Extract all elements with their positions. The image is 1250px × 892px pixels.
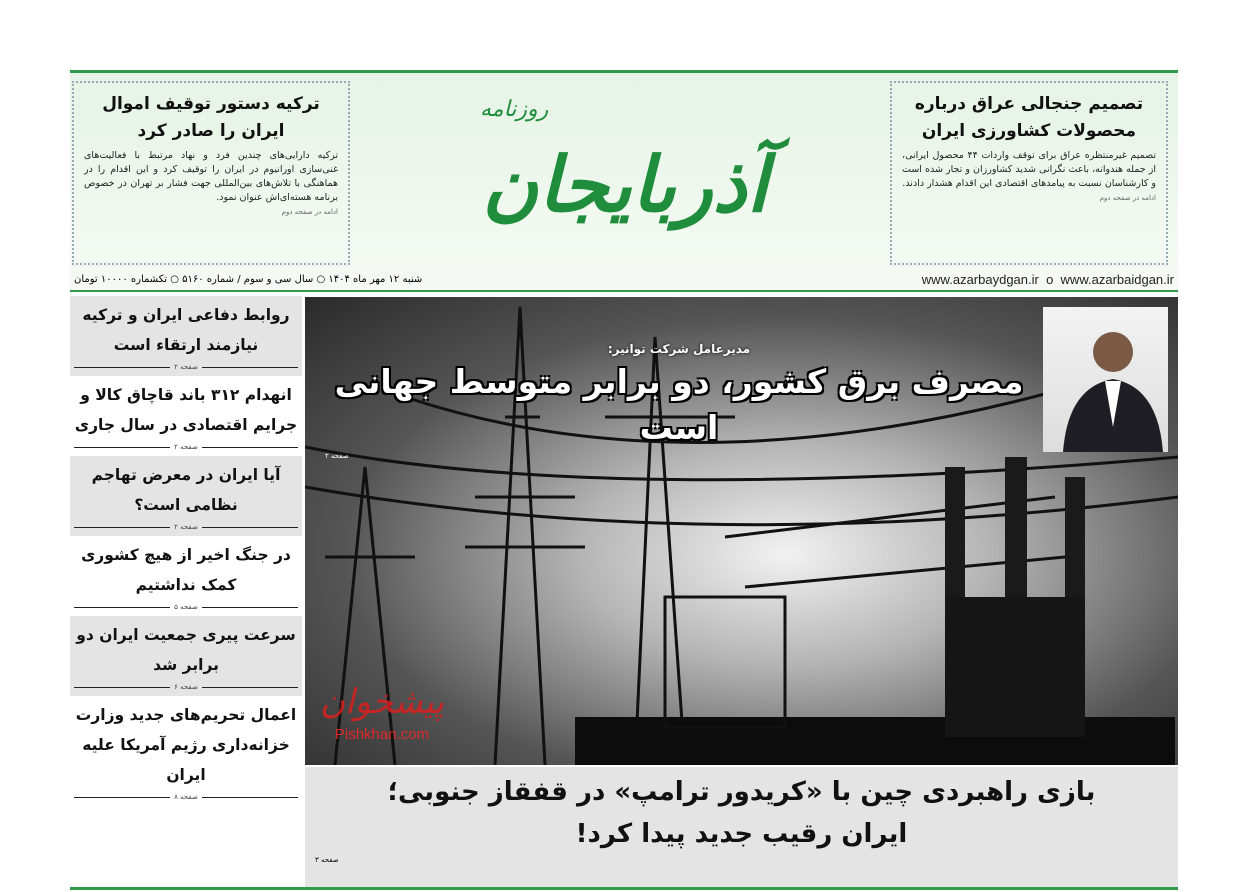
- watermark-en: Pishkhan.com: [334, 726, 430, 743]
- bottom-headline-line2: ایران رقیب جدید پیدا کرد!: [575, 819, 908, 849]
- logo-text: آذربایجان: [482, 140, 768, 229]
- ceo-portrait: [1043, 307, 1168, 452]
- teaser-title: تصمیم جنجالی عراق درباره محصولات کشاورزی ایران: [914, 94, 1144, 141]
- bottom-headline-box[interactable]: [305, 767, 1178, 887]
- sidebar-item[interactable]: [70, 536, 302, 616]
- bottom-headline-line1: بازی راهبردی چین با «کریدور ترامپ» در قفقاز جنوبی؛: [387, 777, 1096, 807]
- page-ref: صفحه ۲: [74, 440, 298, 456]
- bottom-rule: [70, 887, 1178, 890]
- website-urls[interactable]: www.azarbaydgan.ir o www.azarbaidgan.ir: [921, 271, 1174, 287]
- teaser-body: تصمیم غیرمنتظره عراق برای توقف واردات ۴۴ محصول ایرانی، از جمله هندوانه، باعث نگرانی شدید کشاورزان و تجار شده است و کارشناسان نسبت به پیامدهای اقتصادی این اقدام هشدار دادند.: [902, 150, 1156, 189]
- sidebar-item[interactable]: [70, 376, 302, 456]
- sidebar-title: در جنگ اخیر از هیچ کشوری کمک نداشتیم: [81, 546, 291, 594]
- page-ref: صفحه ۲: [325, 452, 349, 460]
- sidebar-title: روابط دفاعی ایران و ترکیه نیازمند ارتقاء است: [82, 306, 290, 354]
- sidebar-title: اعمال تحریم‌های جدید وزارت خزانه‌داری رژیم آمریکا علیه ایران: [75, 706, 297, 784]
- sidebar-title: انهدام ۳۱۲ باند قاچاق کالا و جرایم اقتصادی در سال جاری: [74, 386, 298, 434]
- teaser-more: ادامه در صفحه دوم: [1099, 194, 1156, 202]
- issue-info: شنبه ۱۲ مهر ماه ۱۴۰۴ ○ سال سی و سوم / شماره ۵۱۶۰ ○ تکشماره ۱۰۰۰۰ تومان: [74, 273, 423, 285]
- page-ref: صفحه ۲: [74, 360, 298, 376]
- watermark-fa: پیشخوان: [320, 682, 444, 722]
- page-ref: صفحه ۸: [74, 790, 298, 806]
- sidebar-item[interactable]: [70, 296, 302, 376]
- sidebar-headlines: [70, 296, 302, 806]
- page-ref: صفحه ۵: [74, 600, 298, 616]
- lead-story: [325, 339, 1033, 461]
- sidebar-item[interactable]: [70, 456, 302, 536]
- sidebar-item[interactable]: [70, 616, 302, 696]
- teaser-title: ترکیه دستور توقیف اموال ایران را صادر کرد: [102, 94, 320, 141]
- sidebar-item[interactable]: [70, 696, 302, 806]
- teaser-right[interactable]: [890, 81, 1168, 265]
- sidebar-title: سرعت پیری جمعیت ایران دو برابر شد: [76, 626, 296, 674]
- page-ref: صفحه ۲: [74, 520, 298, 536]
- teaser-more: ادامه در صفحه دوم: [281, 208, 338, 216]
- newspaper-logo: [370, 80, 880, 260]
- page-ref: صفحه ۳: [315, 856, 339, 864]
- teaser-left[interactable]: [72, 81, 350, 265]
- pishkhan-watermark: [320, 680, 444, 743]
- lead-kicker: مدیرعامل شرکت توانیر:: [607, 342, 751, 356]
- issue-strip: [70, 268, 1178, 292]
- logo-prefix: روزنامه: [480, 97, 549, 122]
- page-ref: صفحه ۶: [74, 680, 298, 696]
- teaser-body: ترکیه دارایی‌های چندین فرد و نهاد مرتبط با فعالیت‌های غنی‌سازی اورانیوم در ایران را توقیف کرد و این اقدام را در هماهنگی با تلاش‌های بین‌المللی جهت فشار بر تهران در خصوص برنامه هسته‌ای‌اش عنوان نمود.: [84, 150, 338, 203]
- lead-headline[interactable]: مصرف برق کشور، دو برابر متوسط جهانی است: [334, 362, 1024, 447]
- sidebar-title: آیا ایران در معرض تهاجم نظامی است؟: [91, 466, 281, 514]
